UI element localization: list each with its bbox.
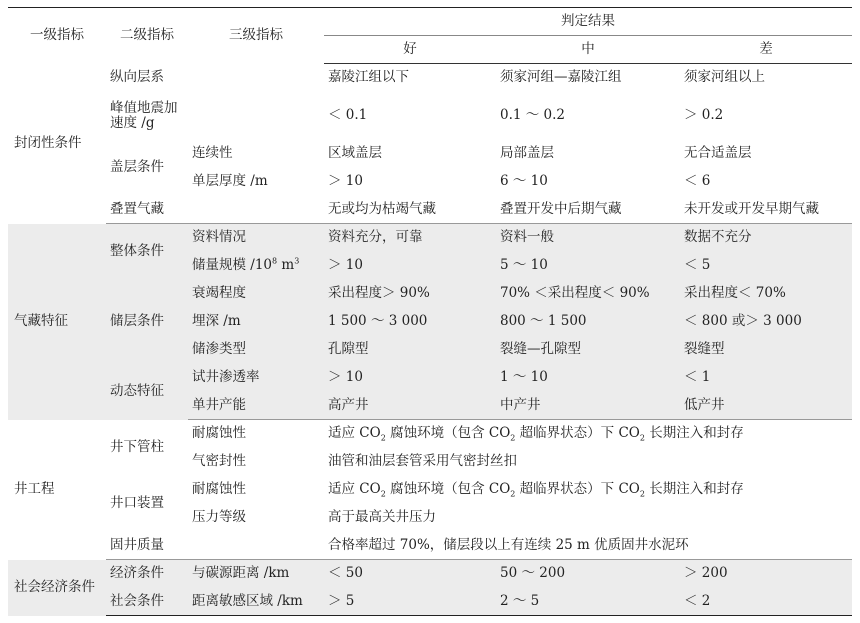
level2-cell: 经济条件 [106,560,188,588]
good-cell: ＞ 5 [324,588,496,616]
medium-cell: 须家河组—嘉陵江组 [500,69,622,86]
level2-cell: 社会条件 [106,588,188,616]
medium-cell: 50 ～ 200 [496,560,680,588]
level3-cell: 距离敏感区域 /km [188,588,324,616]
merged-result-cell [324,476,852,504]
text-part: 适应 CO [328,481,381,497]
text-part: 长期注入和封存 [644,481,744,497]
poor-cell: 须家河组以上 [684,69,765,86]
header-medium: 中 [496,36,680,64]
category-reservoir: 气藏特征 [8,224,106,420]
table-row [8,196,852,224]
subscript: 2 [510,433,516,443]
subscript: 2 [380,433,386,443]
level2-cell: 纵向层系 [110,69,164,85]
medium-cell: 叠置开发中后期气藏 [496,196,680,224]
poor-cell: 采出程度＜ 70% [680,280,852,308]
text-part: 超临界状态）下 CO [515,425,640,442]
table-row [8,280,852,308]
text-part: 长期注入和封存 [644,425,744,442]
medium-cell: 1 ～ 10 [496,364,680,392]
header-row-1 [8,8,852,36]
level3-cell: 单井产能 [188,392,324,420]
header-level2: 二级指标 [106,8,188,64]
medium-cell: 局部盖层 [500,145,554,161]
header-good: 好 [324,36,496,64]
level3-cell [188,92,324,140]
level2-cell: 叠置气藏 [106,196,188,224]
level2-cell: 井口装置 [110,495,164,511]
good-cell: 区域盖层 [328,145,382,161]
poor-cell: ＜ 2 [680,588,852,616]
level3-cell: 埋深 /m [188,308,324,336]
medium-cell: 5 ～ 10 [496,252,680,280]
good-cell: 嘉陵江组以下 [328,69,409,86]
good-cell: 孔隙型 [324,336,496,364]
level3-cell [188,252,324,280]
poor-cell: 未开发或开发早期气藏 [680,196,852,224]
poor-cell: ＜ 1 [680,364,852,392]
category-socio: 社会经济条件 [8,560,106,616]
text-part: 腐蚀环境（包含 CO [385,481,511,497]
subscript: 2 [510,489,516,499]
table-row [8,560,852,588]
header-result: 判定结果 [324,8,852,36]
merged-result-cell: 油管和油层套管采用气密封丝扣 [328,453,517,469]
level2-cell: 盖层条件 [110,159,164,175]
level3-cell: 气密封性 [192,453,246,469]
merged-result-cell: 高于最高关井压力 [328,509,436,525]
level3-cell: 试井渗透率 [188,364,324,392]
level2-cell: 整体条件 [106,224,188,280]
good-cell: ＜ 0.1 [328,107,368,123]
header-level3: 三级指标 [188,8,324,64]
subscript: 2 [380,489,386,499]
good-cell: ＞ 10 [328,173,363,189]
medium-cell: 中产井 [496,392,680,420]
medium-cell: 0.1 ～ 0.2 [500,107,566,123]
medium-cell: 70% ＜采出程度＜ 90% [496,280,680,308]
text-part: 超临界状态）下 CO [515,481,640,497]
poor-cell: ＜ 800 或＞ 3 000 [680,308,852,336]
category-sealing: 封闭性条件 [14,135,82,151]
subscript: 2 [639,489,645,499]
level3-cell: 连续性 [192,145,233,161]
level3-cell [188,196,324,224]
level3-cell: 储渗类型 [188,336,324,364]
reserve-scale-unit: m [277,257,295,273]
category-well: 井工程 [14,481,55,497]
subscript: 2 [639,433,645,443]
good-cell: 1 500 ～ 3 000 [324,308,496,336]
merged-result-cell [324,420,852,448]
level3-cell: 单层厚度 /m [192,173,268,189]
level3-cell: 压力等级 [192,509,246,525]
poor-cell: ＜ 5 [680,252,852,280]
good-cell: 无或均为枯竭气藏 [324,196,496,224]
poor-cell: ＜ 6 [684,173,711,189]
reserve-scale-label: 储量规模 /10 [192,257,273,273]
medium-cell: 6 ～ 10 [500,173,548,189]
level2-cell: 峰值地震加速度 /g [110,99,178,131]
reserve-scale-unit-exponent: 3 [294,256,300,266]
reserve-scale-exponent: 8 [272,256,278,266]
poor-cell: ＞ 200 [680,560,852,588]
good-cell: 高产井 [324,392,496,420]
table-row [8,476,852,504]
level2-cell: 动态特征 [106,364,188,420]
poor-cell: ＞ 0.2 [684,107,724,123]
good-cell: ＞ 10 [324,364,496,392]
level3-cell [188,64,324,92]
good-cell: 资料充分，可靠 [324,224,496,252]
good-cell: ＞ 10 [324,252,496,280]
level3-cell: 资料情况 [188,224,324,252]
level3-cell: 衰竭程度 [188,280,324,308]
medium-cell: 800 ～ 1 500 [496,308,680,336]
evaluation-table [8,7,852,616]
level3-cell: 耐腐蚀性 [192,481,246,497]
header-poor: 差 [680,36,852,64]
level3-cell [188,532,324,560]
poor-cell: 无合适盖层 [684,145,752,161]
text-part: 适应 CO [328,425,381,442]
medium-cell: 资料一般 [496,224,680,252]
level2-cell: 固井质量 [106,532,188,560]
poor-cell: 数据不充分 [680,224,852,252]
table-row [8,588,852,616]
text-part: 腐蚀环境（包含 CO [385,425,511,442]
table-row [8,364,852,392]
table-row [8,140,852,168]
header-level1: 一级指标 [8,8,106,64]
level3-cell: 与碳源距离 /km [188,560,324,588]
merged-result-cell: 合格率超过 70%，储层段以上有连续 25 m 优质固井水泥环 [324,532,852,560]
table-row [8,64,852,92]
medium-cell: 裂缝—孔隙型 [496,336,680,364]
level2-cell: 储层条件 [106,280,188,364]
table-row [8,532,852,560]
table-row [8,224,852,252]
good-cell: 采出程度＞ 90% [324,280,496,308]
table-row [8,92,852,140]
good-cell: ＜ 50 [324,560,496,588]
poor-cell: 裂缝型 [680,336,852,364]
level3-cell: 耐腐蚀性 [192,425,246,442]
table-row [8,420,852,448]
poor-cell: 低产井 [680,392,852,420]
level2-cell: 井下管柱 [110,439,164,455]
medium-cell: 2 ～ 5 [496,588,680,616]
